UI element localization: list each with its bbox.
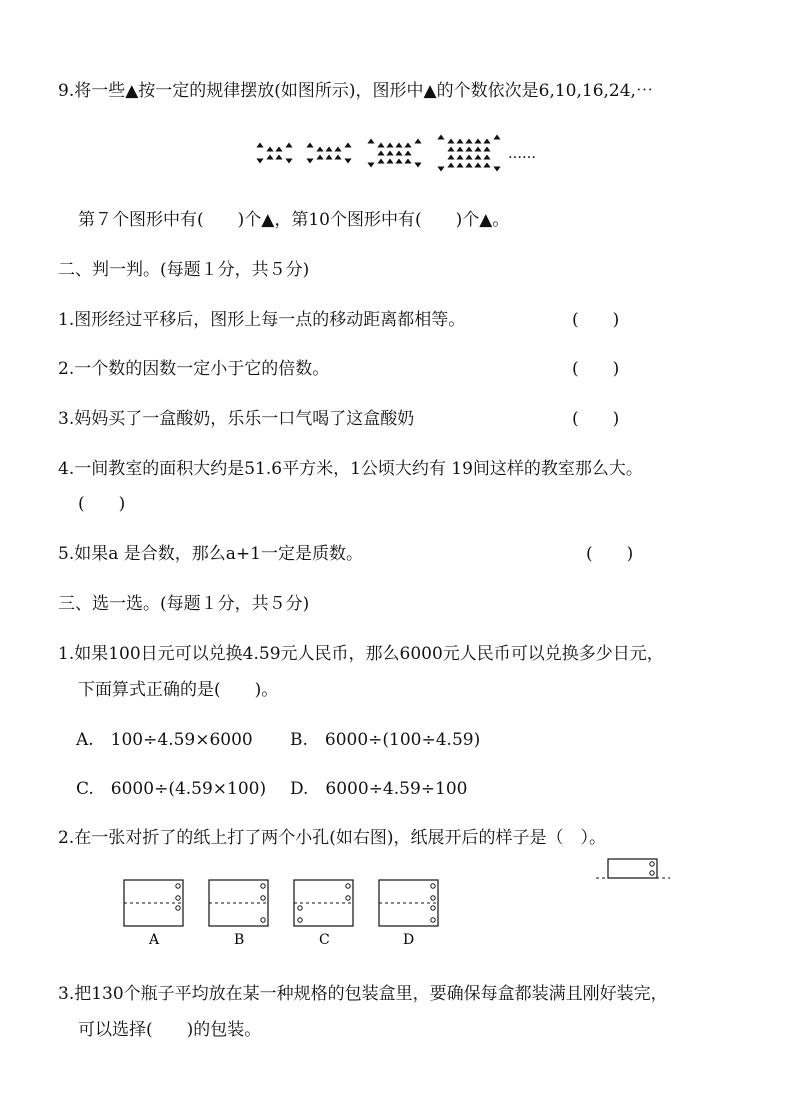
paper-option-b[interactable] xyxy=(209,880,268,948)
pattern-triangle xyxy=(483,155,490,160)
pattern-triangle xyxy=(377,151,384,156)
pattern-corner-triangle xyxy=(437,167,444,172)
pattern-triangle xyxy=(474,155,481,160)
pattern-corner-triangle xyxy=(437,135,444,140)
judge-item-4: 4.一间教室的面积大约是51.6平方米，1公顷大约有 19间这样的教室那么大。 xyxy=(58,459,643,479)
pattern-corner-triangle xyxy=(367,139,374,144)
option-d[interactable]: D. 6000÷4.59÷100 xyxy=(290,779,468,799)
pattern-corner-triangle xyxy=(306,159,313,164)
choice-q2-text: 2.在一张对折了的纸上打了两个小孔(如右图)，纸展开后的样子是（ ）。 xyxy=(58,828,606,848)
answer-blank-1[interactable]: ( ) xyxy=(572,310,620,330)
q9-text: 9.将一些▲按一定的规律摆放(如图所示)，图形中▲的个数依次是6,10,16,24,⋯ xyxy=(58,81,653,101)
pattern-corner-triangle xyxy=(414,163,421,168)
paper-option-c[interactable] xyxy=(294,880,353,948)
answer-blank-3[interactable]: ( ) xyxy=(572,409,620,429)
judge-item-5: 5.如果a 是合数，那么a+1一定是质数。 xyxy=(58,544,363,564)
pattern-corner-triangle xyxy=(256,143,263,148)
pattern-triangle xyxy=(334,147,341,152)
judge-item-3: 3.妈妈买了一盒酸奶，乐乐一口气喝了这盒酸奶 xyxy=(58,409,415,429)
pattern-triangle xyxy=(334,155,341,160)
pattern-corner-triangle xyxy=(367,163,374,168)
pattern-triangle xyxy=(275,147,282,152)
pattern-triangle xyxy=(483,147,490,152)
pattern-triangle xyxy=(447,139,454,144)
pattern-triangle xyxy=(474,163,481,168)
pattern-triangle xyxy=(266,147,273,152)
pattern-triangle xyxy=(447,155,454,160)
pattern-corner-triangle xyxy=(493,167,500,172)
pattern-triangle xyxy=(456,163,463,168)
choice-q3-line2: 可以选择( )的包装。 xyxy=(78,1020,262,1040)
pattern-triangle xyxy=(465,155,472,160)
pattern-triangle xyxy=(456,139,463,144)
option-label-c: C xyxy=(319,932,330,948)
pattern-triangle xyxy=(266,155,273,160)
pattern-triangle xyxy=(316,147,323,152)
section2-header: 二、判一判。(每题１分，共５分) xyxy=(58,260,310,280)
pattern-triangle xyxy=(483,163,490,168)
option-b[interactable]: B. 6000÷(100÷4.59) xyxy=(290,730,481,750)
pattern-corner-triangle xyxy=(256,159,263,164)
section3-header: 三、选一选。(每题１分，共５分) xyxy=(58,594,310,614)
q9-question: 第７个图形中有( )个▲，第10个图形中有( )个▲。 xyxy=(78,210,510,230)
option-label-b: B xyxy=(234,932,245,948)
pattern-triangle xyxy=(275,155,282,160)
pattern-triangle xyxy=(465,139,472,144)
pattern-triangle xyxy=(395,143,402,148)
pattern-triangle xyxy=(377,143,384,148)
pattern-triangle xyxy=(474,139,481,144)
pattern-triangle xyxy=(316,155,323,160)
pattern-corner-triangle xyxy=(493,135,500,140)
option-label-d: D xyxy=(403,932,415,948)
pattern-triangle xyxy=(404,151,411,156)
pattern-triangle xyxy=(395,151,402,156)
pattern-triangle xyxy=(456,155,463,160)
choice-q1-line1: 1.如果100日元可以兑换4.59元人民币，那么6000元人民币可以兑换多少日元， xyxy=(58,644,664,664)
pattern-triangle xyxy=(404,159,411,164)
pattern-triangle xyxy=(404,143,411,148)
pattern-triangle xyxy=(325,155,332,160)
choice-q1-line2: 下面算式正确的是( )。 xyxy=(78,680,279,700)
answer-blank-4[interactable]: ( ) xyxy=(78,494,126,514)
pattern-corner-triangle xyxy=(306,143,313,148)
pattern-ellipsis: …… xyxy=(508,146,536,162)
judge-item-2: 2.一个数的因数一定小于它的倍数。 xyxy=(58,359,330,379)
paper-option-d[interactable] xyxy=(379,880,438,948)
option-c[interactable]: C. 6000÷(4.59×100) xyxy=(76,779,267,799)
pattern-triangle xyxy=(395,159,402,164)
pattern-triangle xyxy=(465,163,472,168)
pattern-corner-triangle xyxy=(285,143,292,148)
folded-paper-figure xyxy=(594,856,674,886)
pattern-triangle xyxy=(325,147,332,152)
option-label-a: A xyxy=(149,932,160,948)
answer-blank-2[interactable]: ( ) xyxy=(572,359,620,379)
answer-blank-5[interactable]: ( ) xyxy=(586,544,634,564)
judge-item-1: 1.图形经过平移后，图形上每一点的移动距离都相等。 xyxy=(58,310,466,330)
pattern-corner-triangle xyxy=(414,139,421,144)
pattern-triangle xyxy=(386,159,393,164)
pattern-triangle xyxy=(456,147,463,152)
pattern-triangle xyxy=(465,147,472,152)
pattern-triangle xyxy=(447,163,454,168)
triangle-marks xyxy=(256,135,500,172)
pattern-triangle xyxy=(474,147,481,152)
paper-option-a[interactable] xyxy=(124,880,183,948)
pattern-corner-triangle xyxy=(285,159,292,164)
pattern-triangle xyxy=(377,159,384,164)
pattern-triangle xyxy=(386,143,393,148)
unfolded-paper-options xyxy=(118,876,498,956)
triangle-pattern-figure xyxy=(0,125,790,185)
pattern-corner-triangle xyxy=(344,159,351,164)
choice-q3-line1: 3.把130个瓶子平均放在某一种规格的包装盒里，要确保每盒都装满且刚好装完， xyxy=(58,984,668,1004)
pattern-triangle xyxy=(447,147,454,152)
option-a[interactable]: A. 100÷4.59×6000 xyxy=(76,730,253,750)
pattern-corner-triangle xyxy=(344,143,351,148)
pattern-triangle xyxy=(483,139,490,144)
pattern-triangle xyxy=(386,151,393,156)
